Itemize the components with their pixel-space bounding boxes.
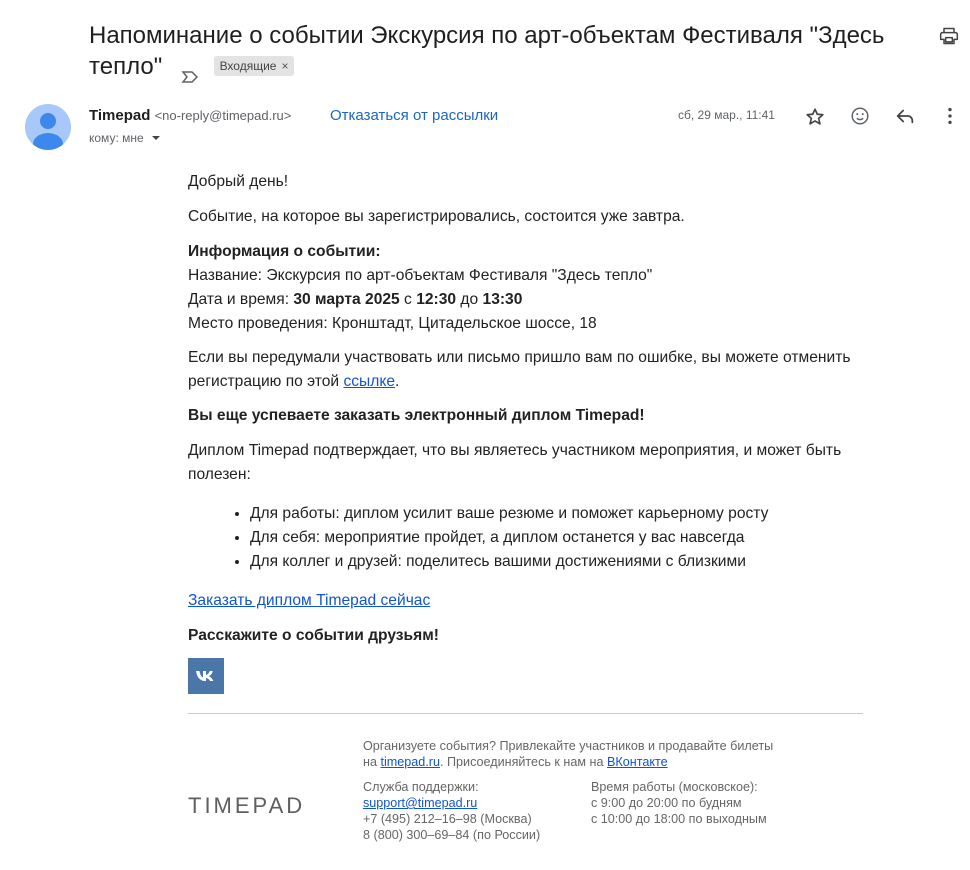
- list-item: • Для работы: диплом усилит ваше резюме и поможет карьерному росту: [250, 502, 890, 526]
- sender-email: <no-reply@timepad.ru>: [154, 108, 292, 123]
- vk-community-link[interactable]: ВКонтакте: [607, 755, 668, 769]
- time-start: 12:30: [416, 291, 457, 308]
- event-info: [188, 240, 868, 336]
- cancel-link[interactable]: ссылке: [343, 373, 396, 390]
- sender-avatar[interactable]: [25, 104, 71, 150]
- hours-weekdays: с 9:00 до 20:00 по будням: [591, 796, 742, 810]
- footer-divider: [188, 713, 863, 714]
- list-item: • Для себя: мероприятие пройдет, а диплом останется у вас навсегда: [250, 526, 890, 550]
- greeting: Добрый день!: [188, 173, 289, 190]
- cancel-paragraph: [188, 346, 868, 394]
- vk-share-button[interactable]: [188, 658, 224, 694]
- recipient-toggle[interactable]: [89, 131, 161, 145]
- inbox-label-text: Входящие: [219, 58, 277, 73]
- cancel-text: Если вы передумали участвовать или письмо пришло вам по ошибке, вы можете отменить регистрацию по этой: [188, 349, 851, 390]
- event-name-row: [188, 264, 868, 288]
- footer-promo: [363, 738, 833, 770]
- unsubscribe-link[interactable]: Отказаться от рассылки: [330, 107, 499, 124]
- order-diploma-link[interactable]: Заказать диплом Timepad сейчас: [188, 592, 431, 609]
- intro-text: Событие, на которое вы зарегистрировались, состоится уже завтра.: [188, 208, 685, 225]
- sender-name: Timepad: [89, 107, 151, 124]
- footer-support: [363, 779, 583, 843]
- event-place-row: [188, 312, 868, 336]
- benefits-list: [230, 502, 890, 574]
- subject-text: Напоминание о событии Экскурсия по арт-объектам Фестиваля "Здесь тепло": [89, 22, 885, 80]
- more-icon[interactable]: [939, 105, 961, 127]
- from-word: с: [399, 291, 417, 308]
- remove-label-icon[interactable]: ×: [281, 58, 289, 73]
- support-email-link[interactable]: support@timepad.ru: [363, 796, 478, 810]
- promo-line-2: [363, 754, 833, 770]
- hours-weekends: с 10:00 до 18:00 по выходным: [591, 812, 767, 826]
- to-word: до: [456, 291, 483, 308]
- promo-text-b: . Присоединяйтесь к нам на: [439, 755, 608, 769]
- print-icon[interactable]: [939, 26, 959, 46]
- name-label: Название:: [188, 267, 267, 284]
- vk-icon: [188, 658, 224, 694]
- star-icon[interactable]: [804, 106, 826, 128]
- timepad-logo[interactable]: TIMEPAD: [188, 793, 306, 818]
- chevron-down-icon[interactable]: [151, 131, 161, 145]
- time-end: 13:30: [482, 291, 523, 308]
- diploma-heading: Вы еще успеваете заказать электронный диплом Timepad!: [188, 407, 645, 424]
- support-label: Служба поддержки:: [363, 780, 479, 794]
- reply-icon[interactable]: [894, 105, 916, 127]
- sender-info[interactable]: [89, 107, 291, 124]
- importance-icon[interactable]: [181, 61, 199, 75]
- name-value: Экскурсия по арт-объектам Фестиваля "Здесь тепло": [266, 267, 653, 284]
- diploma-text: Диплом Timepad подтверждает, что вы являетесь участником мероприятия, и может быть полезен:: [188, 442, 842, 483]
- event-datetime-row: [188, 288, 868, 312]
- timepad-site-link[interactable]: timepad.ru: [380, 755, 440, 769]
- phone-moscow: +7 (495) 212–16–98 (Москва): [363, 812, 532, 826]
- datetime-label: Дата и время:: [188, 291, 294, 308]
- place-value: Кронштадт, Цитадельское шоссе, 18: [332, 315, 597, 332]
- email-subject: [89, 20, 929, 82]
- recipient-text: кому: мне: [89, 131, 144, 145]
- date-value: 30 марта 2025: [293, 291, 400, 308]
- emoji-icon[interactable]: [849, 105, 871, 127]
- email-date: сб, 29 мар., 11:41: [678, 108, 775, 122]
- footer-hours: [591, 779, 831, 827]
- promo-text-a: на: [363, 755, 381, 769]
- cancel-end: .: [395, 373, 400, 390]
- hours-label: Время работы (московское):: [591, 780, 758, 794]
- promo-line-1: Организуете события? Привлекайте участников и продавайте билеты: [363, 739, 774, 753]
- place-label: Место проведения:: [188, 315, 333, 332]
- inbox-label-chip[interactable]: [214, 56, 295, 76]
- info-heading: Информация о событии:: [188, 243, 381, 260]
- share-heading: Расскажите о событии друзьям!: [188, 627, 439, 644]
- phone-russia: 8 (800) 300–69–84 (по России): [363, 828, 541, 842]
- order-diploma-link-row: [188, 589, 868, 613]
- list-item: • Для коллег и друзей: поделитесь вашими достижениями с близкими: [250, 550, 890, 574]
